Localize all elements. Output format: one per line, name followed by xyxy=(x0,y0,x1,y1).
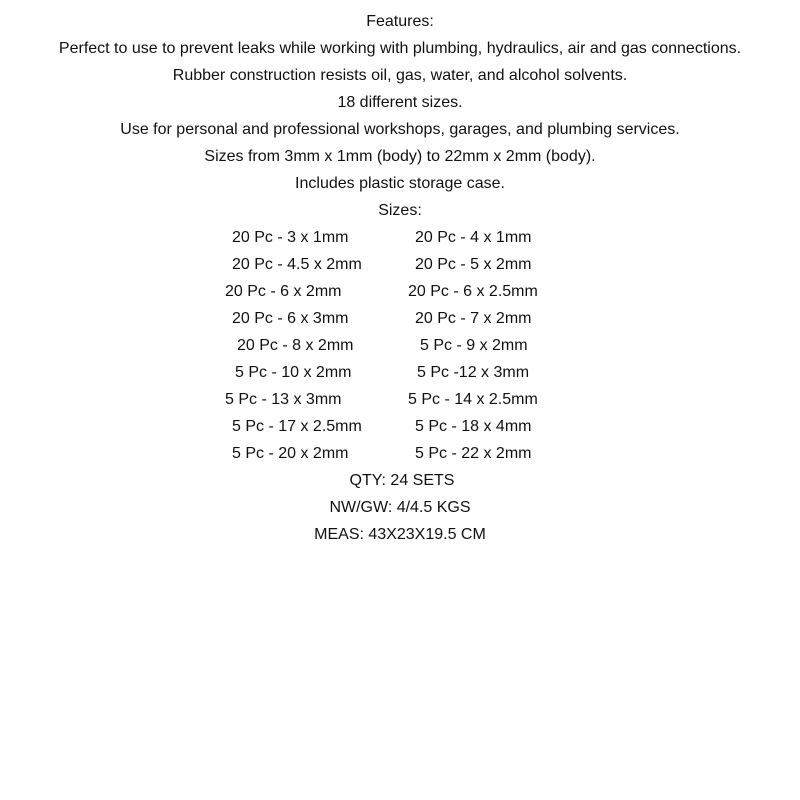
size-entry-left: 5 Pc - 20 x 2mm xyxy=(232,445,349,462)
size-entry-left: 5 Pc - 17 x 2.5mm xyxy=(232,418,362,435)
size-entry-left: 20 Pc - 4.5 x 2mm xyxy=(232,256,362,273)
size-entry-left: 20 Pc - 8 x 2mm xyxy=(237,337,354,354)
feature-line: Includes plastic storage case. xyxy=(295,175,505,192)
size-entry-left: 5 Pc - 13 x 3mm xyxy=(225,391,342,408)
size-entry-right: 5 Pc - 9 x 2mm xyxy=(420,337,528,354)
size-entry-right: 20 Pc - 6 x 2.5mm xyxy=(408,283,538,300)
size-entry-left: 20 Pc - 6 x 3mm xyxy=(232,310,349,327)
features-heading: Features: xyxy=(366,13,434,30)
feature-line: Rubber construction resists oil, gas, water, and alcohol solvents. xyxy=(172,67,628,84)
measurement-spec: MEAS: 43X23X19.5 CM xyxy=(314,526,486,543)
size-entry-right: 20 Pc - 7 x 2mm xyxy=(415,310,532,327)
size-entry-left: 5 Pc - 10 x 2mm xyxy=(235,364,352,381)
size-entry-right: 5 Pc - 22 x 2mm xyxy=(415,445,532,462)
sizes-heading: Sizes: xyxy=(378,202,422,219)
feature-line: Use for personal and professional workshops, garages, and plumbing services. xyxy=(120,121,680,138)
size-entry-left: 20 Pc - 6 x 2mm xyxy=(225,283,342,300)
feature-line: Perfect to use to prevent leaks while working with plumbing, hydraulics, air and gas connections. xyxy=(58,40,742,57)
qty-spec: QTY: 24 SETS xyxy=(349,472,455,489)
feature-line: Sizes from 3mm x 1mm (body) to 22mm x 2mm (body). xyxy=(204,148,596,165)
size-entry-right: 20 Pc - 5 x 2mm xyxy=(415,256,532,273)
feature-line: 18 different sizes. xyxy=(337,94,463,111)
size-entry-right: 5 Pc - 14 x 2.5mm xyxy=(408,391,538,408)
size-entry-right: 5 Pc - 18 x 4mm xyxy=(415,418,532,435)
size-entry-right: 20 Pc - 4 x 1mm xyxy=(415,229,532,246)
size-entry-left: 20 Pc - 3 x 1mm xyxy=(232,229,349,246)
weight-spec: NW/GW: 4/4.5 KGS xyxy=(329,499,471,516)
size-entry-right: 5 Pc -12 x 3mm xyxy=(417,364,530,381)
